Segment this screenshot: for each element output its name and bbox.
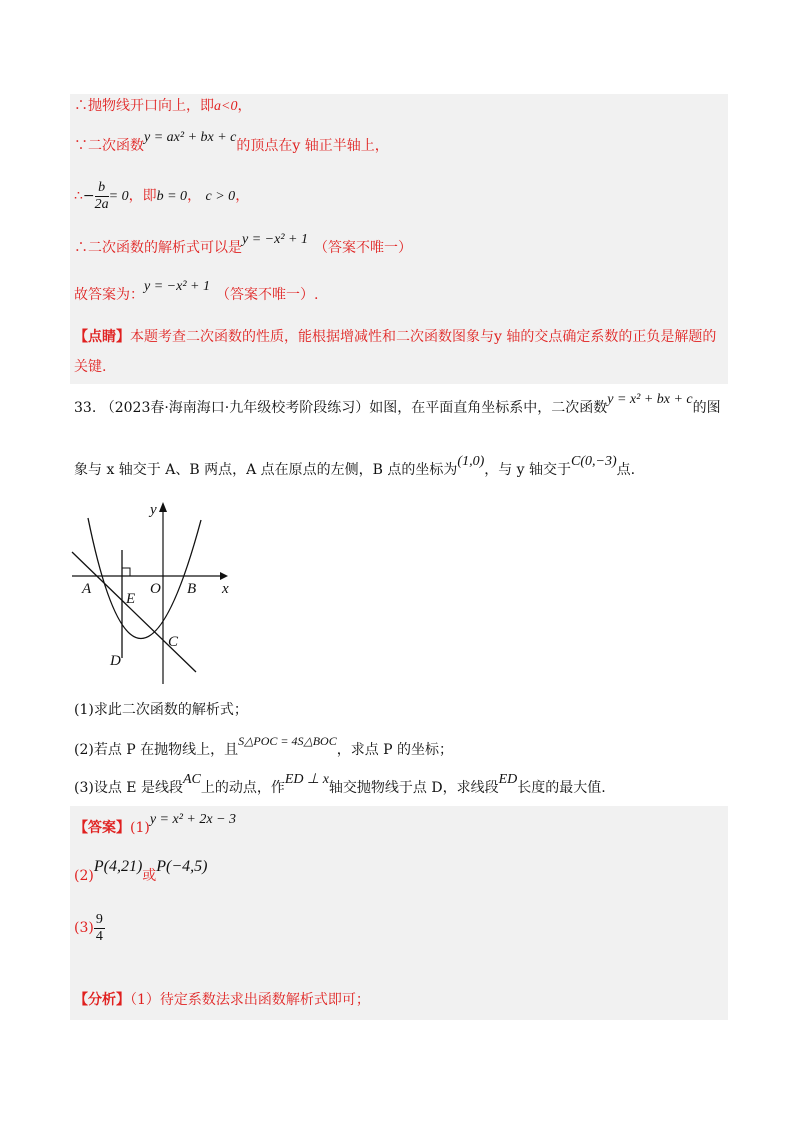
- label-y: y: [150, 502, 157, 518]
- label-x: x: [222, 581, 229, 597]
- answer-line-3: (3) $\frac{9}{4}$: [74, 911, 103, 944]
- solution-line-3: ∴− $\frac{b}{2a}$ = 0，即b = 0， c > 0，: [74, 179, 250, 212]
- right-angle-mark: [122, 568, 130, 576]
- label-d: D: [110, 653, 121, 669]
- x-axis-arrow: [220, 572, 228, 580]
- parabola-figure: [70, 498, 230, 688]
- fraction-b-over-2a: $\frac{b}{2a}$: [94, 179, 109, 212]
- comment-paragraph: 【点睛】本题考查二次函数的性质，能根据增减性和二次函数图象与y 轴的交点确定系数的正负是解题的关键.: [74, 329, 717, 375]
- label-b: B: [187, 581, 197, 597]
- answer-line-2: (2)P(4,21)或P(−4,5): [74, 858, 208, 884]
- solution-line-1: ∴抛物线开口向上，即a<0，: [74, 98, 252, 114]
- question-1: (1)求此二次函数的解析式；: [74, 702, 248, 718]
- label-e: E: [126, 591, 136, 607]
- problem-line-2: 象与 x 轴交于 A、B 两点，A 点在原点的左侧，B 点的坐标为(1,0)，与 y 轴交于C(0,−3)点.: [74, 454, 636, 478]
- problem-line-1: 33. （2023春·海南海口·九年级校考阶段练习）如图，在平面直角坐标系中，二次函数y = x² + bx + c的图: [74, 392, 721, 416]
- question-2: (2)若点 P 在抛物线上，且S△POC = 4S△BOC，求点 P 的坐标；: [74, 734, 454, 758]
- solution-line-2: ∵二次函数y = ax² + bx + c的顶点在y 轴正半轴上，: [74, 130, 389, 154]
- analysis-tag: 【分析】: [74, 992, 130, 1008]
- label-a: A: [82, 581, 92, 597]
- y-axis-arrow: [159, 502, 167, 512]
- fraction-9-over-4: $\frac{9}{4}$: [95, 911, 103, 944]
- parabola-curve: [88, 518, 201, 639]
- label-o: O: [150, 581, 161, 597]
- answer-tag: 【答案】: [74, 820, 130, 836]
- solution-line-5: 故答案为：y = −x² + 1（答案不唯一）.: [74, 279, 319, 303]
- answer-line-1: 【答案】(1)y = x² + 2x − 3: [74, 812, 237, 836]
- label-c: C: [168, 634, 179, 650]
- solution-line-4: ∴二次函数的解析式可以是y = −x² + 1（答案不唯一）: [74, 232, 412, 256]
- analysis-line: 【分析】（1）待定系数法求出函数解析式即可；: [74, 992, 370, 1008]
- line-ac: [72, 552, 196, 672]
- question-3: (3)设点 E 是线段AC上的动点，作ED ⊥ x轴交抛物线于点 D，求线段ED长度的最大值.: [74, 772, 606, 796]
- comment-tag: 【点睛】: [74, 329, 130, 345]
